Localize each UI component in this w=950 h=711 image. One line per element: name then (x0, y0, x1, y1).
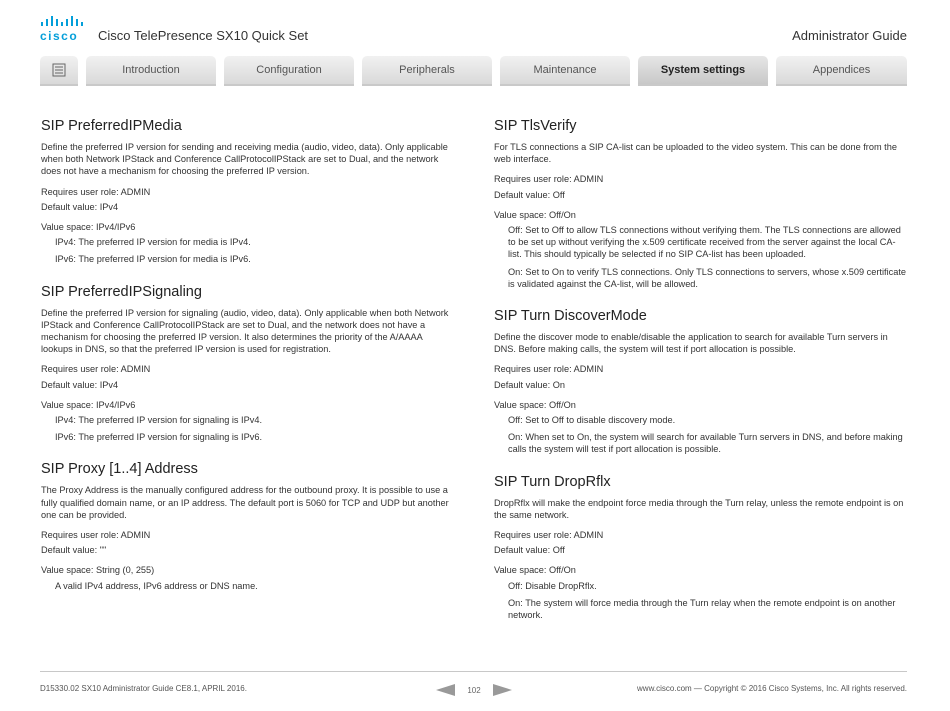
setting-section (494, 474, 906, 622)
user-role: Requires user role: ADMIN (41, 186, 151, 197)
user-role: Requires user role: ADMIN (494, 364, 604, 375)
tab-configuration[interactable]: Configuration (224, 56, 354, 86)
value-space: Value space: IPv4/IPv6 (41, 222, 136, 233)
setting-title: SIP PreferredIPMedia (41, 118, 182, 134)
setting-description: For TLS connections a SIP CA-list can be uploaded to the video system. This can be done from the web interface. (494, 142, 897, 165)
footer-copyright: www.cisco.com — Copyright © 2016 Cisco Systems, Inc. All rights reserved. (637, 684, 907, 693)
value-option: IPv6: The preferred IP version for media is IPv6. (55, 254, 251, 265)
setting-title: SIP Proxy [1..4] Address (41, 461, 198, 478)
setting-description: Define the preferred IP version for signaling (audio, video, data). Only applicable when both Network IPStack and Conference CallProtocolIPStack are set to Dual, and the network does not have a mechanism for choosing the preferred IP version. It also determines the priority of the A/AAAA lookups in DNS, so that the preferred IP version is used for registration. (41, 307, 449, 355)
footer-document-id: D15330.02 SX10 Administrator Guide CE8.1, APRIL 2016. (40, 684, 247, 693)
tab-system-settings[interactable]: System settings (638, 56, 768, 86)
tab-introduction[interactable]: Introduction (86, 56, 216, 86)
user-role: Requires user role: ADMIN (41, 530, 151, 541)
document-title: Cisco TelePresence SX10 Quick Set (98, 28, 309, 43)
value-option: IPv6: The preferred IP version for signaling is IPv6. (55, 432, 262, 443)
value-space: Value space: Off/On (494, 399, 576, 410)
page-number: 102 (467, 686, 481, 695)
left-column (41, 118, 453, 604)
value-option: On: The system will force media through the Turn relay when the remote endpoint is on another network. (508, 597, 896, 621)
previous-page-arrow-icon[interactable] (436, 684, 455, 696)
setting-section (41, 461, 453, 591)
cisco-bars-icon (40, 16, 84, 28)
setting-description: Define the preferred IP version for sending and receiving media (audio, video, data). Only applicable when both Network IPStack and Conference CallProtocolIPStack are set to Dual, and the network does not have a mechanism for choosing the preferred IP version. (41, 142, 448, 177)
setting-section (41, 284, 453, 444)
chapter-tabs (40, 56, 907, 86)
default-value: Default value: "" (41, 545, 107, 556)
tab-appendices[interactable]: Appendices (776, 56, 907, 86)
setting-description: Define the discover mode to enable/disable the application to search for available Turn servers in DNS. Before making calls, the system will test if port allocation is possible. (494, 332, 888, 355)
value-option: IPv4: The preferred IP version for media is IPv4. (55, 237, 251, 248)
value-space: Value space: Off/On (494, 209, 576, 220)
tab-maintenance[interactable]: Maintenance (500, 56, 630, 86)
value-option: On: When set to On, the system will search for available Turn servers in DNS, and before making calls the system will test if port allocation is possible. (508, 432, 903, 455)
setting-title: SIP PreferredIPSignaling (41, 283, 202, 300)
guide-title: Administrator Guide (792, 28, 907, 43)
default-value: Default value: Off (494, 545, 565, 556)
logo-text: cisco (40, 29, 79, 43)
page-navigation (436, 684, 512, 698)
setting-title: SIP TlsVerify (494, 118, 577, 134)
setting-title: SIP Turn DropRflx (494, 473, 611, 490)
value-option: IPv4: The preferred IP version for signaling is IPv4. (55, 415, 262, 426)
default-value: Default value: IPv4 (41, 379, 119, 390)
next-page-arrow-icon[interactable] (493, 684, 512, 696)
default-value: Default value: On (494, 379, 565, 390)
value-option: Off: Set to Off to disable discovery mode. (508, 415, 676, 426)
value-option: A valid IPv4 address, IPv6 address or DNS name. (55, 580, 258, 591)
value-space: Value space: IPv4/IPv6 (41, 399, 136, 410)
footer-divider (40, 671, 907, 672)
setting-section (494, 308, 906, 456)
contents-menu-button[interactable] (40, 56, 78, 86)
page-header (0, 0, 950, 50)
default-value: Default value: Off (494, 189, 565, 200)
setting-title: SIP Turn DiscoverMode (494, 308, 647, 325)
user-role: Requires user role: ADMIN (494, 174, 604, 185)
right-column (494, 118, 906, 633)
setting-section (494, 118, 906, 290)
value-space: Value space: Off/On (494, 565, 576, 576)
value-option: On: Set to On to verify TLS connections. Only TLS connections to servers, whose x.509 certificate is validated against the CA-list, will be allowed. (508, 266, 906, 289)
value-space: Value space: String (0, 255) (41, 565, 155, 576)
setting-description: The Proxy Address is the manually configured address for the outbound proxy. It is possible to use a fully qualified domain name, or an IP address. The default port is 5060 for TCP and UDP but another one can be provided. (41, 485, 449, 520)
setting-description: DropRflx will make the endpoint force media through the Turn relay, unless the remote endpoint is on the same network. (494, 497, 904, 520)
user-role: Requires user role: ADMIN (494, 530, 604, 541)
tab-peripherals[interactable]: Peripherals (362, 56, 492, 86)
user-role: Requires user role: ADMIN (41, 364, 151, 375)
cisco-logo (40, 16, 84, 42)
document-list-icon (52, 63, 66, 77)
value-option: Off: Disable DropRflx. (508, 580, 597, 591)
value-option: Off: Set to Off to allow TLS connections without verifying them. The TLS connections are allowed to be set up without verifying the x.509 certificate received from the server against the local CA-list. This should typically be selected if no SIP CA-list has been uploaded. (508, 225, 901, 260)
setting-section (41, 118, 453, 266)
default-value: Default value: IPv4 (41, 201, 119, 212)
